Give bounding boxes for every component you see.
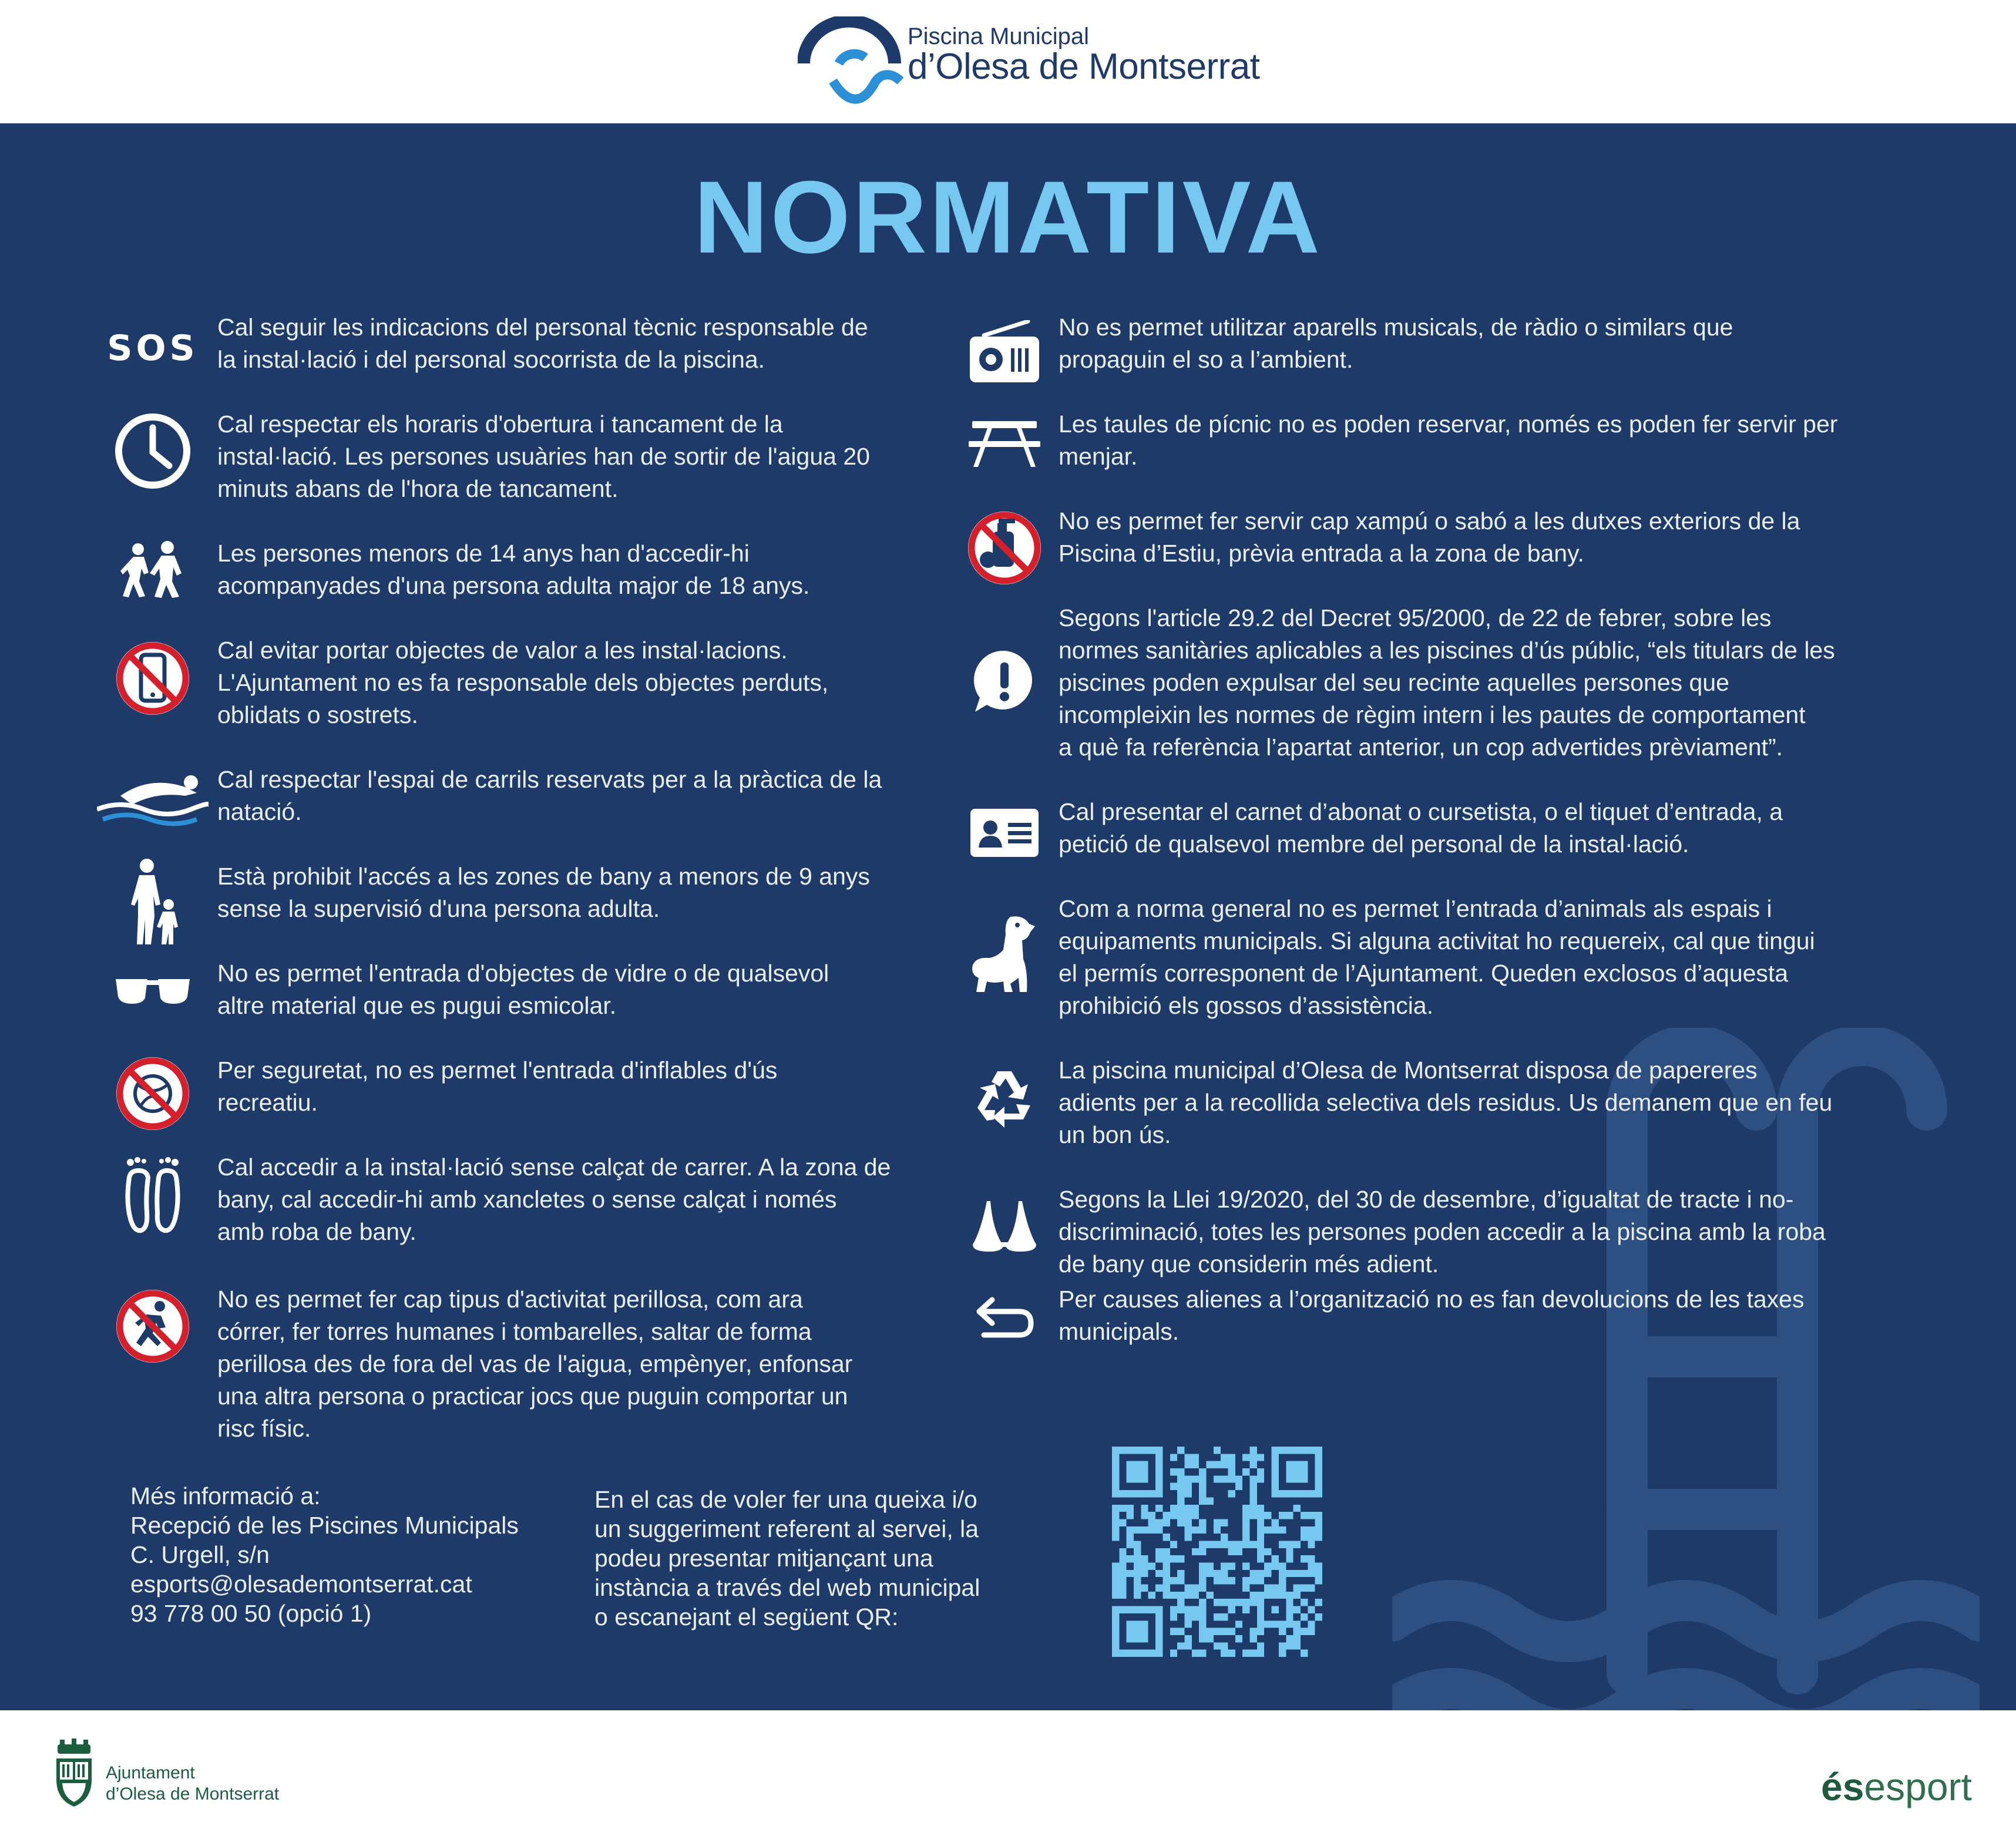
alert-speech-icon (960, 637, 1049, 725)
info-heading: Més informació a: (130, 1482, 321, 1509)
rule-text: Cal presentar el carnet d’abonat o cursetista, o el tiquet d’entrada, a petició de qualsevol membre del personal de la instal·lació. (1059, 798, 1783, 858)
complaint-line: un suggeriment referent al servei, la (594, 1515, 979, 1542)
info-phone: 93 778 00 50 (opció 1) (130, 1600, 372, 1627)
no-phone-icon (109, 634, 197, 722)
info-address: C. Urgell, s/n (130, 1541, 270, 1568)
header (0, 0, 2016, 123)
dog-icon (960, 910, 1049, 998)
rule-text: Les taules de pícnic no es poden reservar, només es poden fer servir per menjar. (1059, 411, 1838, 470)
info-email-link[interactable]: esports@olesademontserrat.cat (130, 1571, 472, 1598)
esesport-logo (1821, 1764, 1972, 1809)
radio-icon (960, 308, 1049, 396)
adult-child-icon (109, 852, 197, 951)
rule-text: Per seguretat, no es permet l'entrada d'inflables d'ús recreatiu. (217, 1057, 778, 1116)
id-card-icon (960, 789, 1049, 877)
children-icon (109, 526, 197, 614)
complaint-line: instància a través del web municipal (594, 1574, 980, 1601)
ajuntament-crest-icon (52, 1739, 96, 1809)
rule-text: Les persones menors de 14 anys han d'accedir-hi acompanyades d'una persona adulta major de 18 anys. (217, 540, 810, 599)
info-reception: Recepció de les Piscines Municipals (130, 1512, 519, 1539)
complaint-line: podeu presentar mitjançant una (594, 1545, 933, 1572)
recycle-icon (960, 1054, 1049, 1142)
rule-text: Per causes alienes a l’organització no es fan devolucions de les taxes municipals. (1059, 1286, 1805, 1345)
contact-info (130, 1481, 519, 1628)
rule-text: Segons l'article 29.2 del Decret 95/2000, de 22 de febrer, sobre les normes sanitàries aplicables a les piscines d’ús públic, “els titulars de les piscines poden expulsar del seu recinte aquelles persones que incompleixin les normes de règim intern i les pautes de comportament a què fa referència l’apartat anterior, un cop advertides prèviament”. (1059, 604, 1835, 761)
rule-text: Cal respectar els horaris d'obertura i tancament de la instal·lació. Les persones usuàries han de sortir de l'aigua 20 minuts abans de l'hora de tancament. (217, 411, 870, 502)
rule-text: Cal respectar l'espai de carrils reservats per a la pràctica de la natació. (217, 766, 882, 825)
complaint-line: o escanejant el següent QR: (594, 1603, 899, 1630)
clock-icon (109, 407, 197, 495)
rule-text: Cal accedir a la instal·lació sense calçat de carrer. A la zona de bany, cal accedir-hi amb xancletes o sense calçat i només amb roba de bany. (217, 1154, 891, 1245)
footprints-icon (109, 1151, 197, 1239)
ajuntament-name-line1: Ajuntament (106, 1763, 195, 1783)
rule-text: Està prohibit l'accés a les zones de bany a menors de 9 anys sense la supervisió d'una persona adulta. (217, 863, 870, 922)
rule-text: Cal evitar portar objectes de valor a les instal·lacions. L'Ajuntament no es fa responsable dels objectes perduts, oblidats o sostrets. (217, 637, 829, 728)
sos-icon: SOS (107, 328, 199, 369)
rules-panel (0, 123, 2016, 1710)
brand-subtitle: Piscina Municipal (908, 23, 1090, 49)
complaint-info (594, 1485, 980, 1632)
rule-text: No es permet l'entrada d'objectes de vidre o de qualsevol altre material que es pugui esmicolar. (217, 960, 829, 1019)
footer (0, 1710, 2016, 1836)
complaint-line: En el cas de voler fer una queixa i/o (594, 1486, 977, 1513)
ajuntament-name-line2: d’Olesa de Montserrat (106, 1784, 280, 1804)
page-title: NORMATIVA (694, 160, 1322, 275)
brand-title: d’Olesa de Montserrat (908, 46, 1260, 87)
no-ball-icon (109, 1050, 197, 1138)
picnic-table-icon (960, 398, 1049, 486)
return-arrow-icon (960, 1275, 1049, 1363)
esesport-logo-part-a: és (1821, 1765, 1864, 1808)
rule-text: Cal seguir les indicacions del personal tècnic responsable de la instal·lació i del personal socorrista de la piscina. (217, 314, 868, 373)
pool-logo-icon (798, 16, 903, 110)
no-running-icon (109, 1282, 197, 1370)
rule-text: No es permet fer cap tipus d'activitat perillosa, com ara córrer, fer torres humanes i tombarelles, saltar de forma perillosa des de fora del vas de l'aigua, empènyer, enfonsar una altra persona o practicar jocs que puguin comportar un risc físic. (217, 1286, 853, 1442)
rule-text: La piscina municipal d’Olesa de Montserrat disposa de papereres adients per a la recollida selectiva dels residus. Us demanem que en feu un bon ús. (1059, 1057, 1833, 1148)
rule-text: Segons la Llei 19/2020, del 30 de desembre, d’igualtat de tracte i no- discriminació, totes les persones poden accedir a la piscina amb la roba de bany que considerin més adient. (1059, 1186, 1826, 1277)
no-shampoo-icon (960, 504, 1049, 592)
bikini-icon (960, 1183, 1049, 1272)
esesport-logo-part-b: esport (1864, 1765, 1972, 1808)
swimmer-icon (94, 752, 211, 840)
glasses-icon (109, 947, 197, 1035)
rule-text: Com a norma general no es permet l’entrada d’animals als espais i equipaments municipals. Si alguna activitat ho requereix, cal que tingui el permís corresponent de l’Ajuntament. Queden exclosos d’aquesta prohibició els gossos d’assistència. (1059, 895, 1815, 1019)
qr-code[interactable] (1112, 1447, 1322, 1657)
rule-text: No es permet fer servir cap xampú o sabó a les dutxes exteriors de la Piscina d’Estiu, prèvia entrada a la zona de bany. (1059, 507, 1800, 567)
rule-text: No es permet utilitzar aparells musicals, de ràdio o similars que propaguin el so a l’ambient. (1059, 314, 1733, 373)
